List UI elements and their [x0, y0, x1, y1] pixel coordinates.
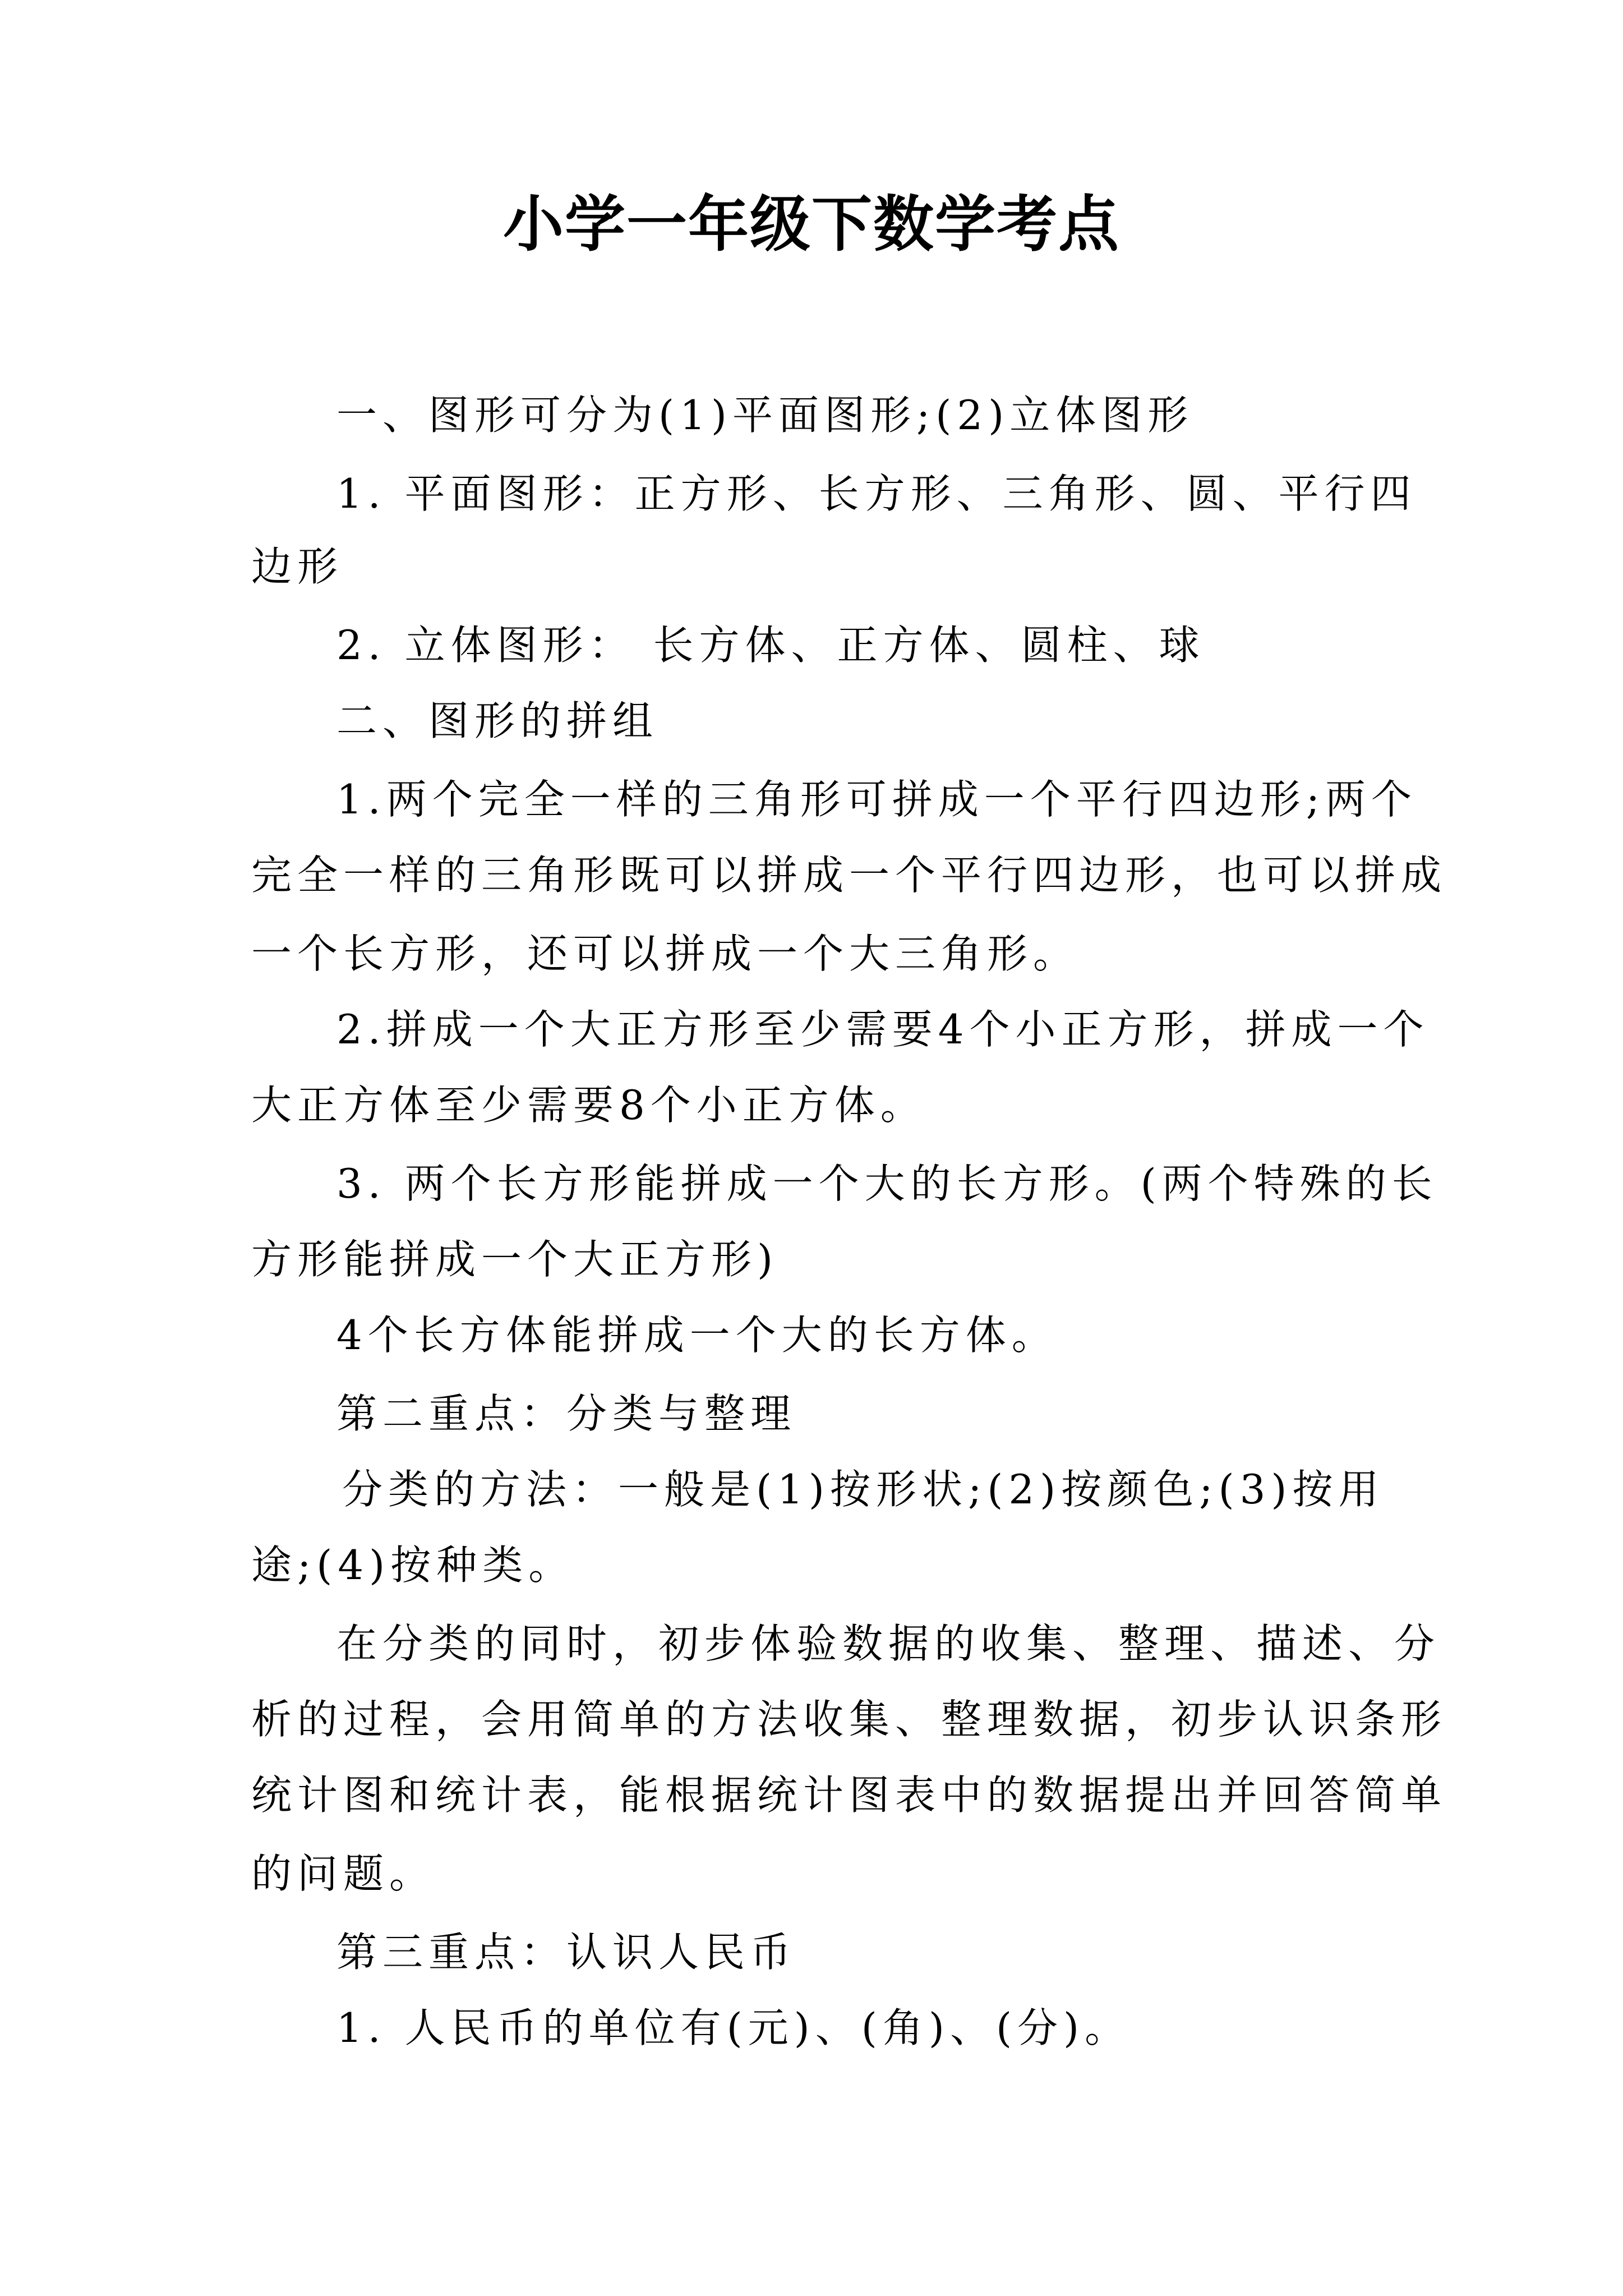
paragraph-line: 途;(4)按种类。: [251, 1542, 575, 1589]
paragraph-line: 分类的方法：一般是(1)按形状;(2)按颜色;(3)按用: [342, 1466, 1385, 1513]
paragraph-line: 析的过程，会用简单的方法收集、整理数据，初步认识条形: [251, 1696, 1447, 1743]
paragraph-line: 2.拼成一个大正方形至少需要4个小正方形，拼成一个: [336, 1006, 1430, 1053]
page-title: 小学一年级下数学考点: [502, 189, 1120, 260]
paragraph-line: 1. 人民币的单位有(元)、(角)、(分)。: [336, 2004, 1131, 2051]
paragraph-line: 2. 立体图形： 长方体、正方体、圆柱、球: [336, 622, 1205, 669]
paragraph-line: 一个长方形，还可以拼成一个大三角形。: [251, 930, 1080, 977]
section-heading: 第三重点：认识人民币: [336, 1929, 797, 1976]
paragraph-line: 完全一样的三角形既可以拼成一个平行四边形，也可以拼成: [251, 852, 1447, 899]
paragraph-line: 边形: [251, 543, 344, 590]
paragraph-line: 大正方体至少需要8个小正方体。: [251, 1082, 926, 1129]
paragraph-line: 一、图形可分为(1)平面图形;(2)立体图形: [336, 392, 1194, 439]
paragraph-line: 4个长方体能拼成一个大的长方体。: [336, 1312, 1058, 1359]
section-heading: 二、图形的拼组: [336, 697, 659, 744]
paragraph-line: 方形能拼成一个大正方形): [251, 1236, 779, 1283]
paragraph-line: 1.两个完全一样的三角形可拼成一个平行四边形;两个: [336, 776, 1417, 823]
paragraph-line: 在分类的同时，初步体验数据的收集、整理、描述、分: [336, 1620, 1441, 1667]
paragraph-line: 的问题。: [251, 1850, 436, 1897]
paragraph-line: 1. 平面图形：正方形、长方形、三角形、圆、平行四: [336, 470, 1417, 517]
section-heading: 第二重点：分类与整理: [336, 1390, 797, 1437]
paragraph-line: 统计图和统计表，能根据统计图表中的数据提出并回答简单: [251, 1772, 1447, 1819]
paragraph-line: 3. 两个长方形能拼成一个大的长方形。(两个特殊的长: [336, 1160, 1438, 1207]
